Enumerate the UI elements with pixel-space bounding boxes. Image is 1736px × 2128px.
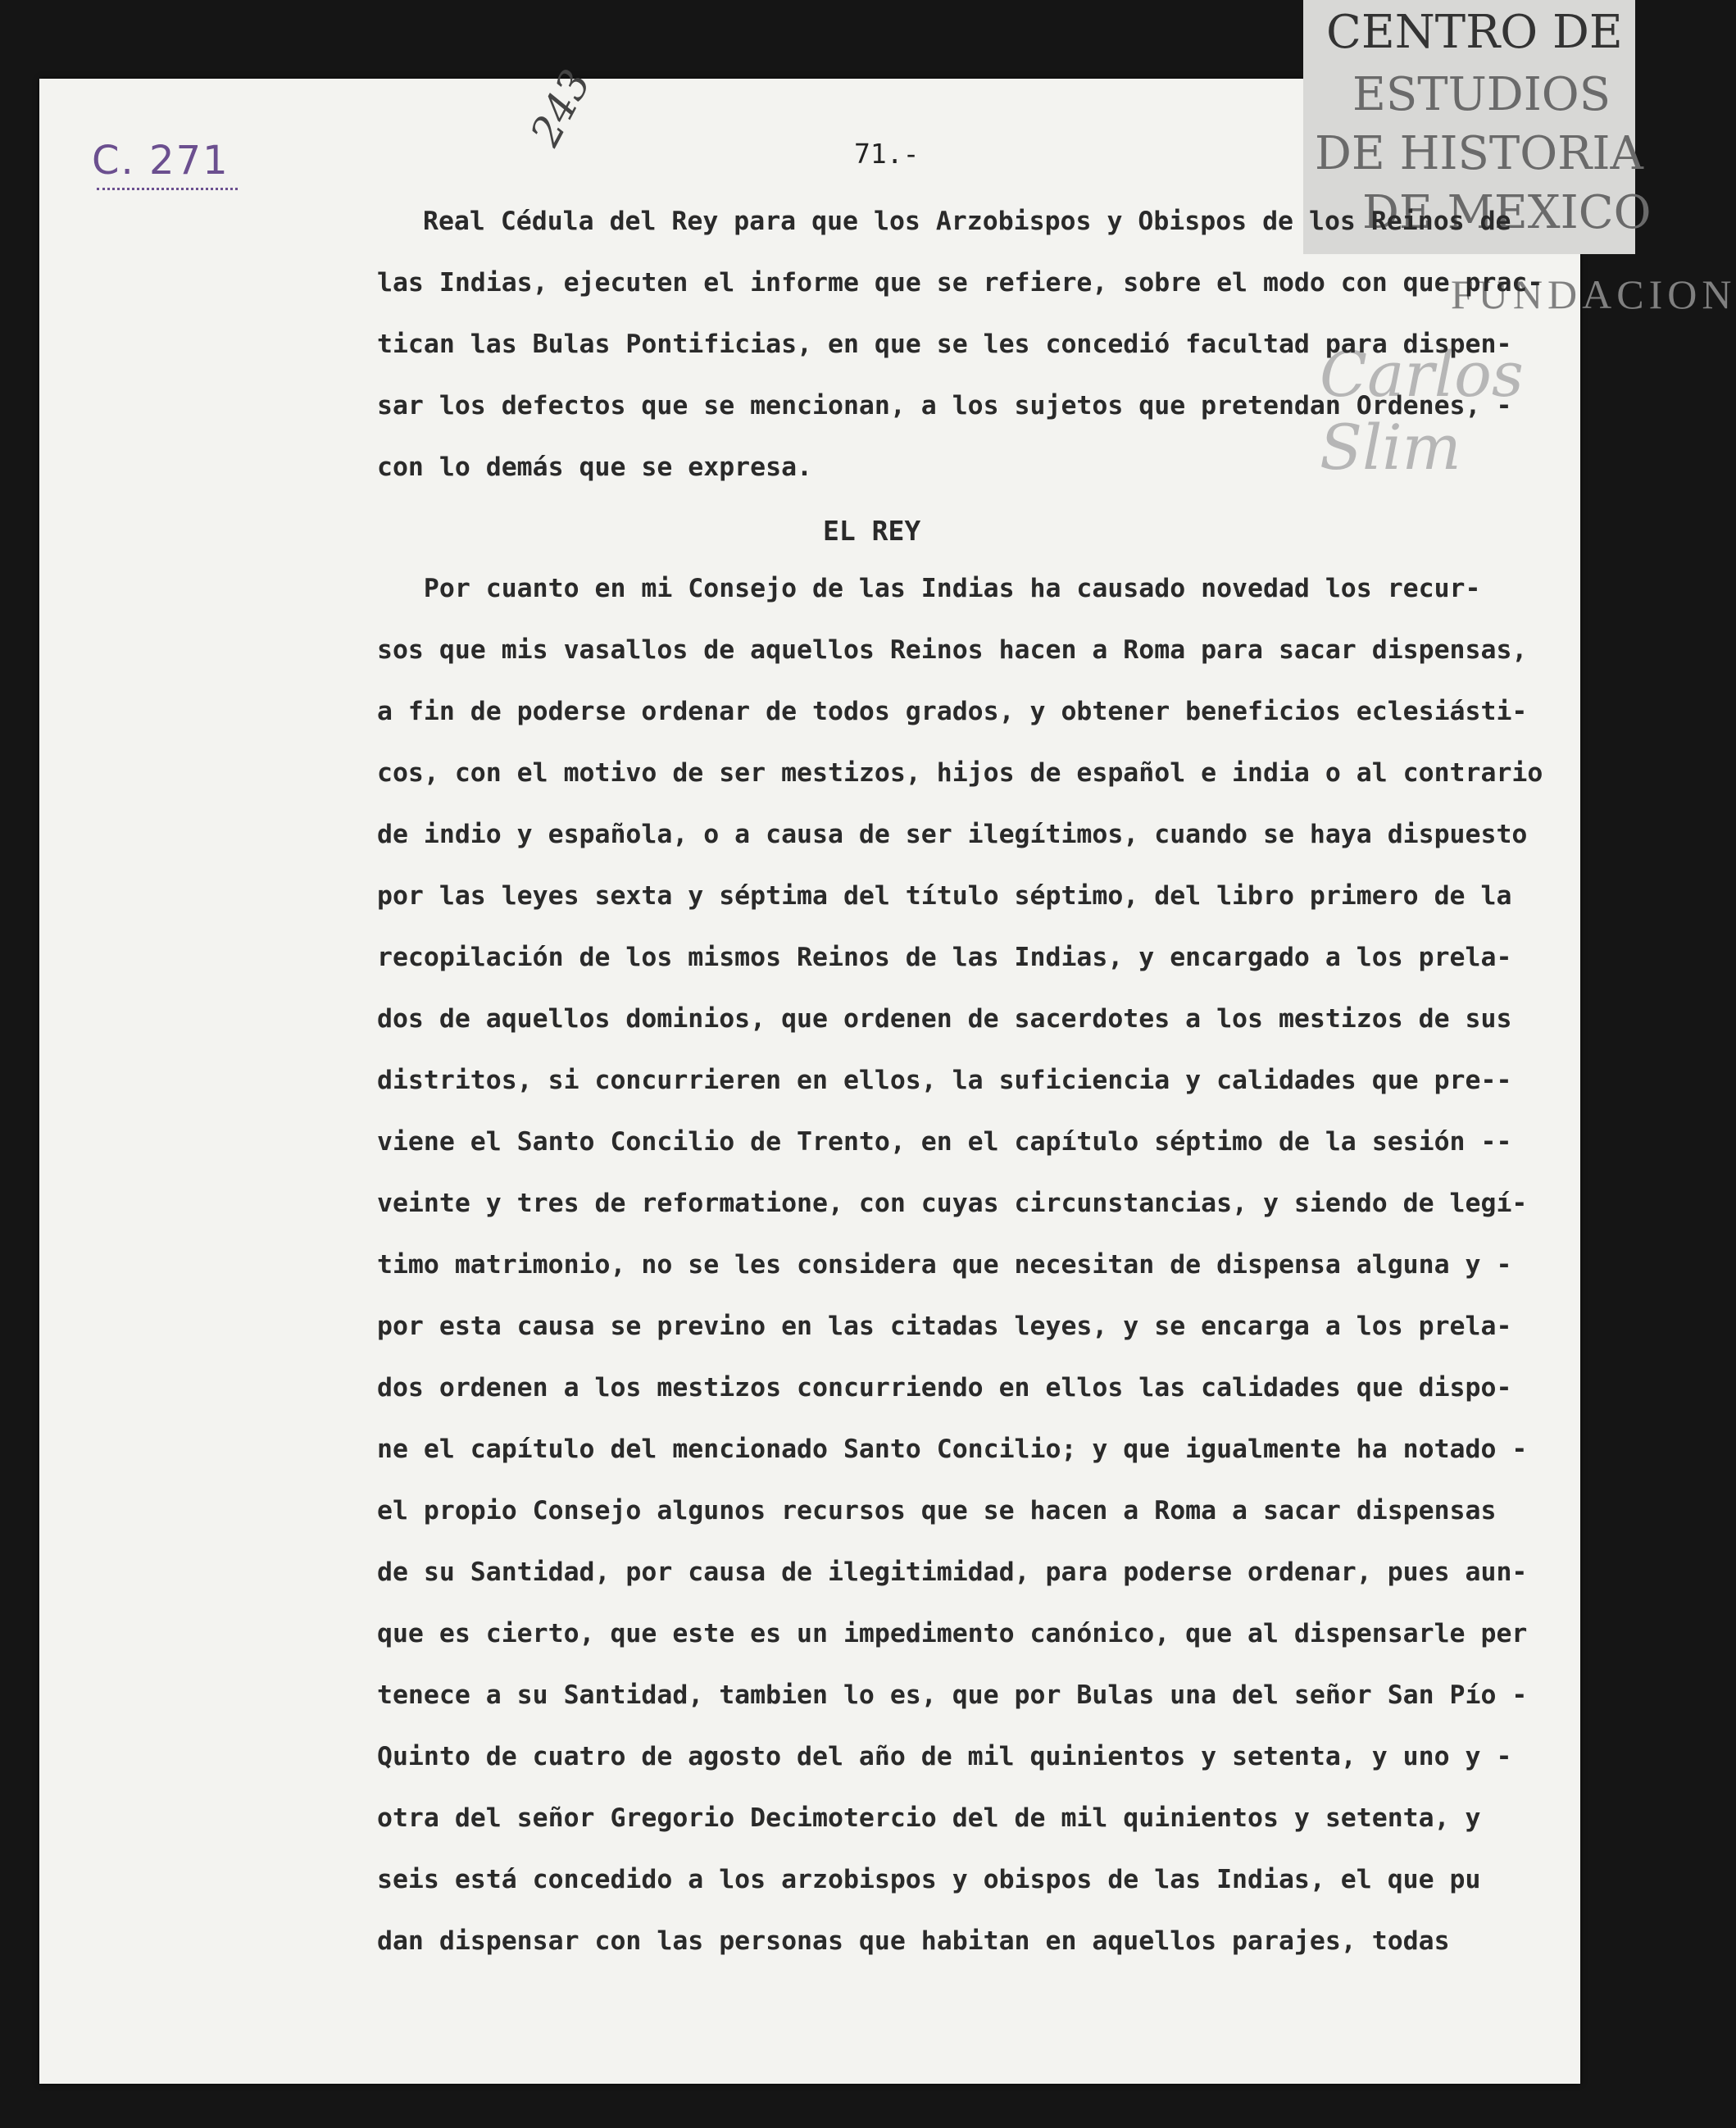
body-line: ne el capítulo del mencionado Santo Concilio; y que igualmente ha notado - (377, 1435, 1528, 1464)
title-line: sar los defectos que se mencionan, a los sujetos que pretendan Ordenes, - (377, 391, 1512, 421)
watermark-line: ESTUDIOS (1352, 68, 1611, 121)
body-line: de su Santidad, por causa de ilegitimidad, para poderse ordenar, pues aun- (377, 1557, 1528, 1587)
body-line: dos de aquellos dominios, que ordenen de sacerdotes a los mestizos de sus (377, 1004, 1512, 1034)
title-line: las Indias, ejecuten el informe que se refiere, sobre el modo con que prac- (377, 268, 1543, 298)
watermark-line: CENTRO DE (1326, 6, 1623, 59)
watermark-line: DE MEXICO (1362, 186, 1652, 239)
heading-el-rey: EL REY (823, 515, 921, 547)
handwritten-number: 243 (521, 61, 601, 154)
title-line: con lo demás que se expresa. (377, 452, 813, 482)
body-line: a fin de poderse ordenar de todos grados, y obtener beneficios eclesiásti- (377, 697, 1528, 726)
body-line: cos, con el motivo de ser mestizos, hijos de español e india o al contrario (377, 758, 1543, 788)
watermark-fundacion: FUNDACION (1451, 271, 1736, 317)
body-line: otra del señor Gregorio Decimotercio del de mil quinientos y setenta, y (377, 1803, 1481, 1833)
body-line: viene el Santo Concilio de Trento, en el capítulo séptimo de la sesión -- (377, 1127, 1512, 1157)
body-line: veinte y tres de reformatione, con cuyas circunstancias, y siendo de legí- (377, 1189, 1528, 1218)
body-line: por esta causa se previno en las citadas leyes, y se encarga a los prela- (377, 1312, 1512, 1341)
body-line: sos que mis vasallos de aquellos Reinos hacen a Roma para sacar dispensas, (377, 635, 1528, 665)
body-line: distritos, si concurrieren en ellos, la suficiencia y calidades que pre-- (377, 1066, 1512, 1095)
watermark-signature: Carlos Slim (1320, 338, 1524, 484)
title-line: tican las Bulas Pontificias, en que se les concedió facultad para dispen- (377, 330, 1512, 359)
body-line: que es cierto, que este es un impedimento canónico, que al dispensarle per (377, 1619, 1528, 1648)
watermark-line: DE HISTORIA (1315, 127, 1643, 180)
page-number: 71.- (854, 138, 920, 170)
body-line: por las leyes sexta y séptima del título séptimo, del libro primero de la (377, 881, 1512, 911)
body-line: Quinto de cuatro de agosto del año de mil quinientos y setenta, y uno y - (377, 1742, 1512, 1771)
body-line: de indio y española, o a causa de ser ilegítimos, cuando se haya dispuesto (377, 820, 1528, 849)
body-line: recopilación de los mismos Reinos de las Indias, y encargado a los prela- (377, 943, 1512, 972)
title-line: Real Cédula del Rey para que los Arzobispos y Obispos de los Reinos de (423, 207, 1511, 236)
body-line: dos ordenen a los mestizos concurriendo en ellos las calidades que dispo- (377, 1373, 1512, 1403)
body-line: dan dispensar con las personas que habitan en aquellos parajes, todas (377, 1926, 1450, 1956)
body-line: seis está concedido a los arzobispos y obispos de las Indias, el que pu (377, 1865, 1481, 1894)
body-line: el propio Consejo algunos recursos que se hacen a Roma a sacar dispensas (377, 1496, 1497, 1526)
catalog-reference: C. 271 (92, 138, 229, 184)
body-line: Por cuanto en mi Consejo de las Indias ha causado novedad los recur- (377, 574, 1481, 603)
body-line: timo matrimonio, no se les considera que necesitan de dispensa alguna y - (377, 1250, 1512, 1280)
body-line: tenece a su Santidad, tambien lo es, que por Bulas una del señor San Pío - (377, 1680, 1528, 1710)
